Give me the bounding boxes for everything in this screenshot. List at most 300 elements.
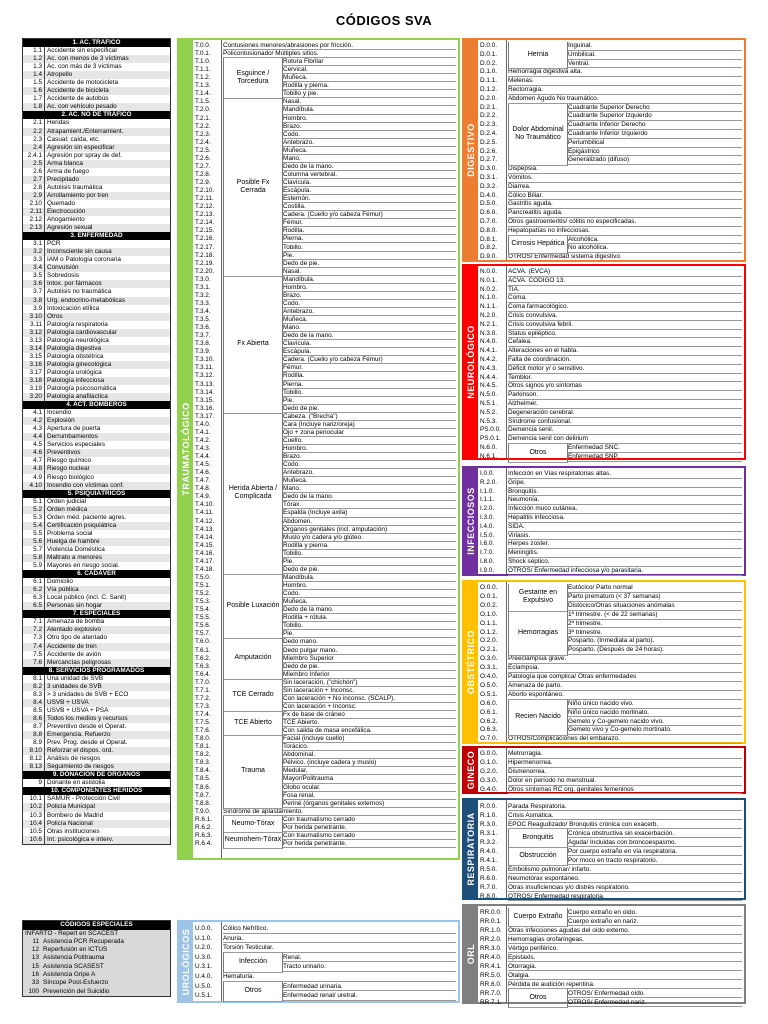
code-description: Dedo de la mano.	[283, 332, 456, 340]
code: N.0.0.	[480, 268, 498, 275]
code-row	[23, 779, 170, 787]
code-description: Cuello.	[283, 437, 456, 445]
code-number: 4.2	[23, 417, 45, 425]
special-code-row	[23, 946, 170, 954]
code-label: Accidente de avión	[47, 650, 102, 658]
code-label: Patología obstétrica	[47, 352, 104, 360]
code-row	[23, 240, 170, 248]
code: D.5.0.	[480, 200, 498, 208]
code-description: Enfermedad SNC.	[568, 444, 742, 453]
code-label: Problema social	[47, 529, 93, 537]
code: RR.4.0.	[480, 954, 502, 961]
code-row	[23, 594, 170, 602]
code: D.2.3.	[480, 121, 498, 129]
code-description: Abdomen Agudo No traumático.	[508, 95, 742, 104]
code-number: 3.12	[23, 329, 45, 337]
code-description: Viriasis.	[508, 532, 742, 541]
code-row	[23, 87, 170, 95]
code-number: 3.6	[23, 280, 45, 288]
code: N.3.0.	[480, 329, 498, 337]
section-label: DIGESTIVO	[466, 123, 476, 177]
code-number: 3.10	[23, 313, 45, 321]
code-row	[23, 449, 170, 457]
code-description: Por moco en tracto respiratorio.	[568, 856, 742, 865]
code: R.8.0.	[480, 893, 498, 900]
section-label: UROLÓGICOS	[181, 928, 191, 995]
code: R.7.0.	[480, 884, 498, 891]
code: I.5.0.	[480, 531, 495, 539]
code: RR.7.0.	[480, 990, 502, 997]
code-row	[23, 465, 170, 473]
code-number: 3.8	[23, 297, 45, 305]
code: T.4.8.	[195, 485, 211, 493]
group-label: Neumohem-Tórax	[223, 832, 283, 849]
code: T.2.11.	[195, 195, 214, 203]
code: U.5.0.	[195, 982, 213, 990]
code-description: Antebrazo.	[283, 308, 456, 316]
code-description: TIA.	[508, 286, 742, 295]
special-code-row	[23, 971, 170, 979]
code-number: 9	[23, 779, 45, 787]
code-number: 2.4.1	[23, 152, 45, 160]
code: T.8.2.	[195, 751, 211, 759]
category-header: 3. ENFERMEDAD	[23, 232, 170, 240]
code-row	[23, 659, 170, 667]
special-code-number: 16	[31, 970, 39, 978]
code-description: Pérdida de audición repentina.	[508, 980, 742, 989]
code: PS.0.1.	[480, 435, 501, 443]
column-divider	[506, 748, 507, 792]
code-number: 8.5	[23, 707, 45, 715]
code: O.2.0.	[480, 637, 498, 645]
code-label: Amenaza de bomba	[47, 618, 105, 626]
code-number: 10.5	[23, 828, 45, 836]
code: G.3.0.	[480, 776, 498, 784]
code-label: > 3 unidades de SVB + ECO	[47, 690, 129, 698]
code-number: 2.2	[23, 128, 45, 136]
code-description: Otros síntomas RC org. genitales femeninos	[508, 786, 742, 795]
code-number: 8.6	[23, 715, 45, 723]
code: T.4.4.	[195, 453, 211, 461]
code-row	[23, 417, 170, 425]
code-label: Patología urológica	[47, 368, 102, 376]
code-label: Autolisis traumática	[47, 183, 103, 191]
code-description: Cuadrante Inferior Derecho	[568, 121, 742, 130]
code-description: Preeclampsia grave.	[508, 655, 742, 664]
code-label: Derrumbamientos	[47, 433, 98, 441]
code-description: Epigástrico	[568, 148, 742, 157]
code-number: 10.2	[23, 803, 45, 811]
code-row	[23, 433, 170, 441]
code-description: Otorragia.	[508, 962, 742, 971]
code-number: 3.1	[23, 240, 45, 248]
code: T.4.18.	[195, 565, 215, 573]
code-description: Por cuerpo extraño en vía respiratoria.	[568, 847, 742, 856]
code-number: 4.9	[23, 474, 45, 482]
code-label: Riesgo biológico	[47, 473, 94, 481]
code-row	[23, 71, 170, 79]
code: T.1.0.	[195, 58, 211, 66]
code-description: Tórax.	[283, 501, 456, 509]
code: T.3.9.	[195, 348, 211, 356]
code: O.0.2.	[480, 601, 498, 609]
code: T.9.0.	[195, 807, 211, 815]
code-description: ACVA. (EVCA)	[508, 268, 742, 277]
code-row	[23, 280, 170, 288]
code: U.0.0.	[195, 925, 213, 932]
code-description: Umbilical.	[568, 51, 742, 60]
code-number: 1.8	[23, 103, 45, 111]
code-description: Demencia senil con delirium	[508, 435, 742, 444]
code: T.5.3.	[195, 598, 211, 606]
code: T.4.1.	[195, 428, 211, 436]
code: N.2.1.	[480, 320, 498, 328]
code-description: Gemelo vivo y Co-gemelo mortinato.	[568, 726, 742, 735]
code-description: Dedo de la mano.	[283, 493, 456, 501]
code-description: Neumotórax espontáneo.	[508, 874, 742, 883]
code-label: Otras instituciones	[47, 827, 100, 835]
code: N.4.4.	[480, 373, 498, 381]
code-number: 4.4	[23, 433, 45, 441]
code-description: Dismenorrea.	[508, 768, 742, 777]
code-number: 8.8	[23, 731, 45, 739]
code: T.4.3.	[195, 445, 211, 452]
code-description: Eclampsia.	[508, 664, 742, 673]
code: D.6.0.	[480, 209, 498, 217]
special-codes-box	[22, 920, 171, 997]
code-row	[23, 586, 170, 594]
code-description: Con traumatismo cerrado	[283, 832, 456, 840]
code-description: Cólico Biliar.	[508, 192, 742, 201]
code: T.7.2.	[195, 694, 211, 702]
code-number: 4.1	[23, 409, 45, 417]
category-header: 8. SERVICIOS PROGRAMADOS	[23, 667, 170, 675]
code-row	[23, 795, 170, 803]
code: U.4.0.	[195, 973, 213, 980]
code-description: OTROS/Complicaciones del embarazo.	[508, 735, 742, 744]
special-code-number: 11	[32, 937, 39, 945]
code-description: Órganos genitales (incl. amputación)	[283, 526, 456, 534]
code: D.2.0.	[480, 94, 498, 102]
code: N.5.0.	[480, 391, 498, 399]
code-label: Patología psicosomática	[47, 385, 117, 393]
code-number: 3.16	[23, 361, 45, 369]
code-description: Codo.	[283, 131, 456, 139]
code: T.2.15.	[195, 227, 215, 235]
code: D.3.0.	[480, 165, 498, 173]
code-label: Bombero de Madrid	[47, 811, 104, 819]
category-header: 7. ESPECIALES	[23, 610, 170, 618]
code-number: 3.2	[23, 248, 45, 256]
code: T.1.2.	[195, 74, 211, 82]
code-description: Mandíbula.	[283, 276, 456, 284]
code-row	[23, 119, 170, 127]
code: T.8.3.	[195, 759, 211, 767]
code-description: Vómitos.	[508, 174, 742, 183]
code-row	[23, 377, 170, 385]
code: D.1.0.	[480, 68, 498, 76]
code: T.5.7.	[195, 630, 211, 638]
code-number: 1.2	[23, 55, 45, 63]
general-codes-list	[22, 38, 171, 845]
code-description: Parto prematuro (< 37 semanas)	[568, 593, 742, 602]
code-description: Alteraciones en el habla.	[508, 347, 742, 356]
code-description: Dedo mano.	[283, 638, 456, 646]
code-description: Niño único nacido mortinato.	[568, 709, 742, 718]
code-row	[23, 103, 170, 111]
code-number: 10.3	[23, 812, 45, 820]
code-row	[23, 755, 170, 763]
code: D.8.2.	[480, 244, 498, 252]
code-row	[23, 474, 170, 482]
code-description: Generalizado (difuso)	[568, 156, 742, 165]
code-label: USVB + USVA + PSA	[47, 706, 109, 714]
code: I.2.0.	[480, 505, 495, 513]
code-label: Local público (incl. C. Sanit)	[47, 594, 127, 602]
code-label: Violencia Doméstica	[47, 545, 105, 553]
code: T.4.7.	[195, 477, 211, 485]
code-description: Hemorragia digestiva alta.	[508, 68, 742, 77]
code-description: Ventral.	[568, 60, 742, 69]
code-row	[23, 731, 170, 739]
code-number: 8.4	[23, 699, 45, 707]
group-label: Gestante en Expulsivo	[508, 584, 568, 612]
code: G.1.0.	[480, 758, 498, 766]
ent-section	[462, 904, 746, 1004]
code-label: Riesgo químico	[47, 457, 92, 465]
code-number: 8.7	[23, 723, 45, 731]
code-label: Urg. endocrino-metabólicas	[47, 296, 126, 304]
code: R.6.4.	[195, 839, 213, 847]
code-description: Dispepsia.	[508, 165, 742, 174]
code: T.4.15.	[195, 541, 215, 549]
section-label-band	[464, 266, 478, 458]
code-label: 3 unidades de SVB	[47, 682, 102, 690]
code-label: Autolisis no traumática	[47, 288, 112, 296]
code-description: Posparto. (Inmediata al parto).	[568, 637, 742, 646]
column-divider	[506, 266, 507, 458]
special-code-number: 100	[28, 987, 39, 995]
code: RR.1.0.	[480, 927, 502, 934]
column-divider	[506, 800, 507, 898]
code: T.5.2.	[195, 590, 211, 598]
code: T.4.13.	[195, 525, 215, 533]
code: D.0.2.	[480, 59, 498, 67]
code-description: Fémur.	[283, 219, 456, 227]
code-number: 1.3	[23, 63, 45, 71]
code: O.1.2.	[480, 628, 498, 636]
code-label: Agresión sin especificar	[47, 143, 115, 151]
code-label: Explosión	[47, 417, 75, 425]
group-label: Cuerpo Extraño	[508, 908, 568, 927]
code-number: 7.5	[23, 651, 45, 659]
code-label: Orden médica	[47, 505, 88, 513]
code: RR.2.0.	[480, 936, 502, 943]
code-number: 1.7	[23, 95, 45, 103]
code-description: 2ª trimestre.	[568, 620, 742, 629]
code-description: Alcohólica.	[568, 236, 742, 245]
code-description: Hepatopatías no infecciosas.	[508, 227, 742, 236]
gynecology-section	[462, 746, 746, 794]
code-row	[23, 739, 170, 747]
code-label: Atrapamient./Enterramient.	[47, 127, 124, 135]
code: T.2.1.	[195, 114, 211, 122]
code: G.4.0.	[480, 785, 498, 793]
code: N.1.1.	[480, 303, 498, 311]
code-description: Hombro.	[283, 115, 456, 123]
code: T.3.3.	[195, 299, 211, 307]
code-row	[23, 353, 170, 361]
code-description: Mano.	[283, 155, 456, 163]
code-description: OTROS/ Enfermedad infecciosa y/o parasitaria.	[508, 567, 742, 576]
code-label: Análisis de riesgos	[47, 755, 101, 763]
code-number: 10.6	[23, 836, 45, 844]
code-description: Con laceración + No inconsc. (SCALP).	[283, 695, 456, 703]
code: T.7.4.	[195, 710, 211, 718]
code-number: 5.5	[23, 530, 45, 538]
section-label: ORL	[466, 943, 476, 965]
code-label: Patología digestiva	[47, 344, 102, 352]
code-description: Crisis convulsiva.	[508, 312, 742, 321]
code-description: Cuerpo extraño en nariz.	[568, 917, 742, 926]
code-number: 1.1	[23, 47, 45, 55]
code-number: 8.10	[23, 747, 45, 755]
code-label: Intox. por fármacos	[47, 280, 102, 288]
code: T.3.12.	[195, 372, 215, 380]
code-description: Abdominal.	[283, 751, 456, 759]
code-number: 3.18	[23, 377, 45, 385]
code-number: 6.1	[23, 578, 45, 586]
code-row	[23, 554, 170, 562]
section-label: OBSTÉTRICO	[466, 629, 476, 695]
code-description: EPOC Reagudizado/ Bronquitis crónica con exacerb.	[508, 820, 742, 829]
code-row	[23, 297, 170, 305]
code-label: Int. psicológica e interv.	[47, 835, 114, 843]
code: T.4.6.	[195, 469, 211, 477]
code-description: Síndrome confusional.	[508, 418, 742, 427]
code: N.5.3.	[480, 417, 498, 425]
code-description: Con traumatismo cerrado	[283, 816, 456, 824]
code-row	[23, 763, 170, 771]
code-description: Escápula.	[283, 187, 456, 195]
code-description: Dedo de pie.	[283, 663, 456, 671]
code-number: 6.5	[23, 602, 45, 610]
code-description: Dolor en período no menstrual.	[508, 777, 742, 786]
code-label: Quemado	[47, 199, 76, 207]
code-description: Síndrome de aplastamiento.	[223, 808, 456, 816]
code-label: Agresión sexual	[47, 224, 93, 232]
code-description: Esternón.	[283, 195, 456, 203]
code: R.3.0.	[480, 821, 498, 828]
neurology-section	[462, 264, 746, 460]
group-label: Infección	[223, 953, 283, 973]
group-label: Posible Luxación	[223, 574, 283, 639]
section-label-band	[464, 906, 478, 1002]
code: R.3.1.	[480, 830, 498, 837]
code-description: Pancreatitis aguda.	[508, 209, 742, 218]
code-row	[23, 715, 170, 723]
code-label: Patología cardiovascular	[47, 328, 117, 336]
code-number: 3.13	[23, 337, 45, 345]
code-row	[23, 803, 170, 811]
code-description: Distócico/Otras situaciones anómalas	[568, 602, 742, 611]
code-row	[23, 361, 170, 369]
section-label: NEUROLÓGICO	[466, 325, 476, 399]
code: N.4.0.	[480, 338, 498, 346]
code: T.4.16.	[195, 549, 215, 557]
code-description: Alzheimer.	[508, 400, 742, 409]
code-row	[23, 675, 170, 683]
code-description: Periné (órganos genitales externos)	[283, 800, 456, 808]
code-label: Sobredosis	[47, 272, 79, 280]
code: I.6.0.	[480, 540, 495, 548]
category-header: 10. COMPONENTES HERIDOS	[23, 787, 170, 795]
code-description: Escápula.	[283, 348, 456, 356]
code-description: Por herida penetrante.	[283, 840, 456, 848]
code-row	[23, 168, 170, 176]
code-description: 1ª trimestre. (< de 22 semanas)	[568, 611, 742, 620]
code-row	[23, 305, 170, 313]
code-number: 8.12	[23, 755, 45, 763]
code: T.6.4.	[195, 670, 211, 678]
code-description: Tracto urinario.	[283, 962, 456, 972]
section-label-band	[464, 582, 478, 742]
code-number: 8.9	[23, 739, 45, 747]
code-description: Eutócico/ Parto normal	[568, 584, 742, 593]
code-description: Dedo de la mano.	[283, 606, 456, 614]
code: I.0.0.	[480, 470, 495, 477]
code-number: 4.7	[23, 457, 45, 465]
code-row	[23, 482, 170, 490]
code-description: Dedo de pie.	[283, 260, 456, 268]
code-description: Pie.	[283, 252, 456, 260]
code-number: 5.8	[23, 554, 45, 562]
code-description: Abdomen.	[283, 518, 456, 526]
special-code-label: Asistencia Politrauma	[43, 954, 105, 962]
code: T.4.10.	[195, 501, 215, 509]
code: T.2.10.	[195, 187, 215, 195]
code-description: TCE Abierto.	[283, 719, 456, 727]
code: U.1.0.	[195, 934, 213, 942]
code-description: Hemorragias orofaríngeas.	[508, 935, 742, 944]
code-description: Cadera. (Cuello y/o cabeza Fémur)	[283, 211, 456, 219]
code: D.2.2.	[480, 112, 498, 120]
code-row	[23, 498, 170, 506]
code-description: Pie.	[283, 397, 456, 405]
code: T.8.1.	[195, 743, 211, 751]
code-row	[23, 63, 170, 71]
code-description: Hombro.	[283, 445, 456, 453]
code: N.4.2.	[480, 356, 498, 363]
code-number: 3.3	[23, 256, 45, 264]
code-description: SIDA.	[508, 523, 742, 532]
code-description: OTROS/ Enfermedad nariz.	[568, 998, 742, 1007]
code: T.2.19.	[195, 259, 215, 267]
code: T.2.3.	[195, 130, 211, 138]
code: T.3.11.	[195, 364, 214, 372]
code-description: Gripe.	[508, 479, 742, 488]
category-header: 2. AC. NO DE TRÁFICO	[23, 111, 170, 119]
code: T.4.0.	[195, 420, 211, 428]
code: T.3.13.	[195, 380, 215, 388]
code: T.2.18.	[195, 251, 215, 259]
code-label: Vía pública	[47, 586, 79, 594]
code-description: Inguinal.	[568, 42, 742, 51]
code-row	[23, 425, 170, 433]
code-description: Renal.	[283, 953, 456, 963]
code-number: 3.15	[23, 353, 45, 361]
code: T.3.17.	[195, 412, 215, 420]
